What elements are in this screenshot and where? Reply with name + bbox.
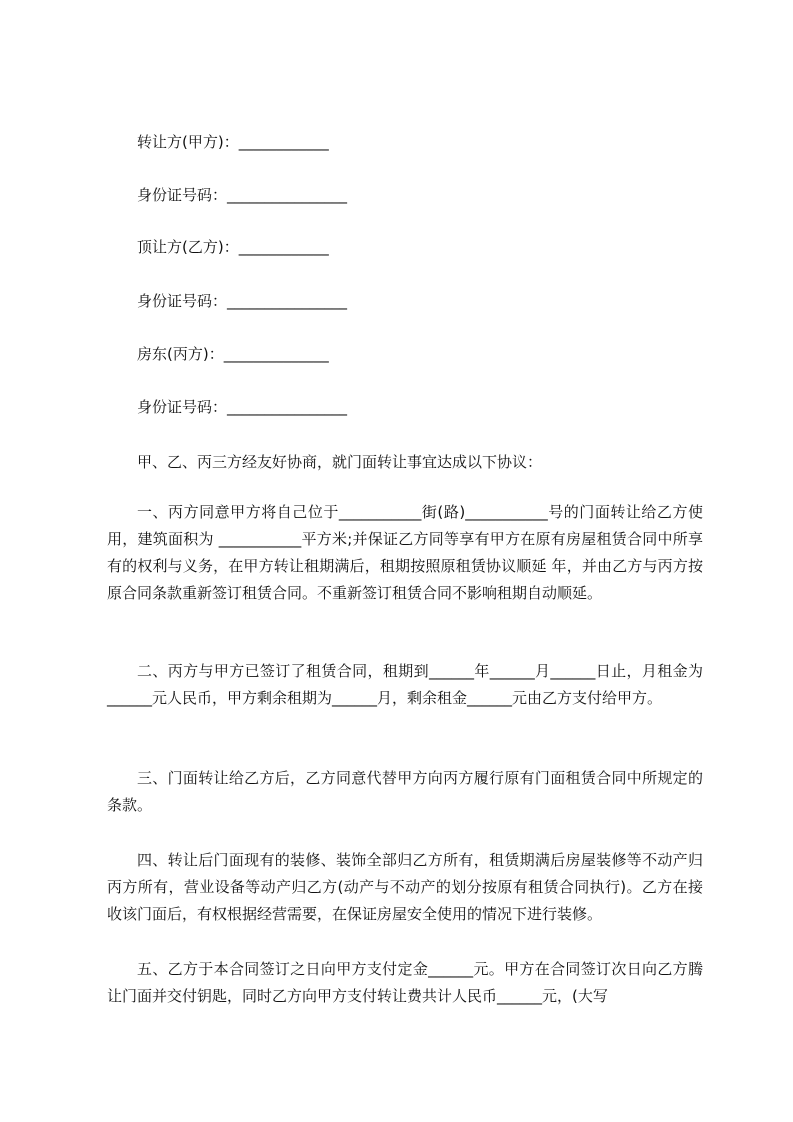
landlord-id-field bbox=[137, 397, 347, 417]
clause-2: 二、丙方与甲方已签订了租赁合同，租期到______年______月______日止，月租金为______元人民币，甲方剩余租期为______月，剩余租金______元由乙方支付给甲方。 bbox=[107, 662, 703, 707]
clause-1: 一、丙方同意甲方将自己位于___________街(路)___________号的门面转让给乙方使用，建筑面积为 ___________平方米;并保证乙方同等享有甲方在原有房屋租赁合同中所享有的权利与义务，在甲方转让租期满后，租期按照原租赁协议顺延 年，并由乙方与丙方按原合同条款重新签订租赁合同。不重新签订租赁合同不影响租期自动顺延。 bbox=[107, 503, 703, 602]
transferor-id-blank: ________________ bbox=[227, 186, 348, 204]
transferor-blank: ____________ bbox=[238, 133, 329, 151]
landlord-blank: ______________ bbox=[223, 345, 329, 363]
transferee-field bbox=[137, 237, 329, 257]
transferee-label: 顶让方(乙方)： bbox=[137, 238, 239, 256]
clause-4: 四、转让后门面现有的装修、装饰全部归乙方所有，租赁期满后房屋装修等不动产归丙方所有，营业设备等动产归乙方(动产与不动产的划分按原有租赁合同执行)。乙方在接收该门面后，有权根据经营需要，在保证房屋安全使用的情况下进行装修。 bbox=[107, 851, 703, 923]
landlord-field bbox=[137, 344, 329, 364]
landlord-id-label: 身份证号码： bbox=[137, 398, 228, 416]
transferee-id-blank: ________________ bbox=[227, 292, 348, 310]
transferor-label: 转让方(甲方)： bbox=[137, 133, 239, 151]
transferor-field bbox=[137, 132, 329, 152]
agreement-intro: 甲、乙、丙三方经友好协商，就门面转让事宜达成以下协议： bbox=[137, 453, 543, 471]
transferee-blank: ____________ bbox=[238, 238, 329, 256]
transferor-id-label: 身份证号码： bbox=[137, 186, 228, 204]
clause-5: 五、乙方于本合同签订之日向甲方支付定金______元。甲方在合同签订次日向乙方腾让门面并交付钥匙，同时乙方向甲方支付转让费共计人民币______元，(大写 bbox=[107, 960, 703, 1005]
clause-3: 三、门面转让给乙方后，乙方同意代替甲方向丙方履行原有门面租赁合同中所规定的条款。 bbox=[107, 769, 703, 814]
landlord-label: 房东(丙方)： bbox=[137, 345, 224, 363]
transferee-id-field bbox=[137, 291, 347, 311]
transferor-id-field bbox=[137, 185, 347, 205]
landlord-id-blank: ________________ bbox=[227, 398, 348, 416]
transferee-id-label: 身份证号码： bbox=[137, 292, 228, 310]
